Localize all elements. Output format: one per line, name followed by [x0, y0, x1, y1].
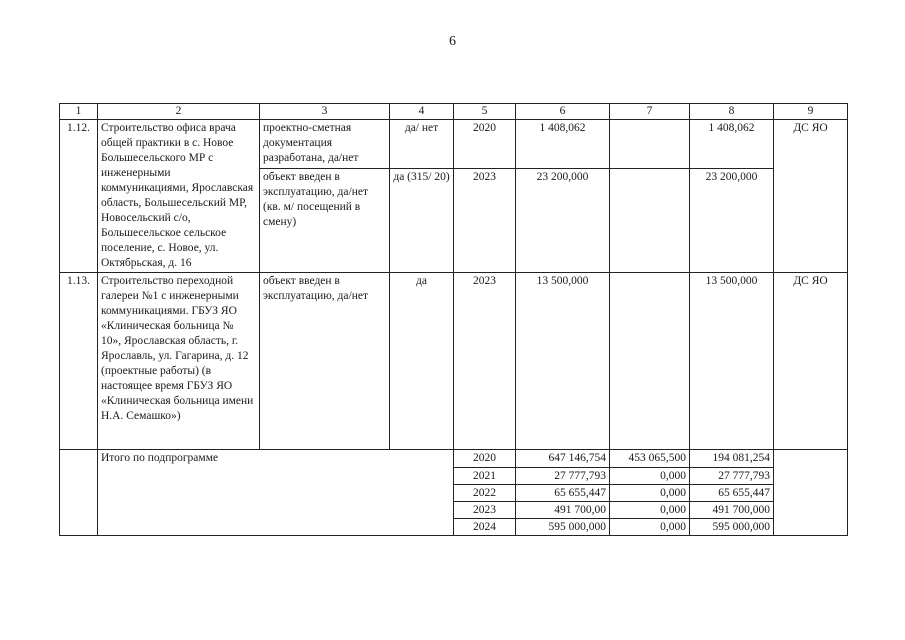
summary-regional: 65 655,447 — [690, 485, 774, 502]
summary-label: Итого по подпрограмме — [98, 450, 454, 536]
row-number: 1.13. — [60, 273, 98, 450]
executor: ДС ЯО — [774, 120, 848, 273]
summary-total: 491 700,00 — [516, 502, 610, 519]
summary-year: 2020 — [454, 450, 516, 468]
indicator: объект введен в эксплуатацию, да/нет (кв. м/ посещений в смену) — [260, 168, 390, 272]
summary-regional: 491 700,000 — [690, 502, 774, 519]
col-header: 5 — [454, 104, 516, 120]
summary-federal: 0,000 — [610, 502, 690, 519]
executor: ДС ЯО — [774, 273, 848, 450]
col-header: 4 — [390, 104, 454, 120]
object-name: Строительство офиса врача общей практики в с. Новое Большесельского МР с инженерными коммуникациями, Ярославская область, Большесельский МР, Новосельский с/о, Большесельское сельское поселение, с. Новое, ул. Октябрьская, д. 16 — [98, 120, 260, 273]
total-amount: 13 500,000 — [516, 273, 610, 450]
summary-regional: 194 081,254 — [690, 450, 774, 468]
header-row — [60, 104, 848, 120]
object-name: Строительство переходной галереи №1 с инженерными коммуникациями. ГБУЗ ЯО «Клиническая больница № 10», Ярославская область, г. Ярославль, ул. Гагарина, д. 12 (проектные работы) (в настоящее время ГБУЗ ЯО «Клиническая больница имени Н.А. Семашко») — [98, 273, 260, 450]
total-amount: 1 408,062 — [516, 120, 610, 169]
page-number: 6 — [449, 34, 456, 49]
year: 2023 — [454, 168, 516, 272]
col-header: 2 — [98, 104, 260, 120]
summary-federal: 0,000 — [610, 485, 690, 502]
indicator: проектно-сметная документация разработана, да/нет — [260, 120, 390, 169]
year: 2020 — [454, 120, 516, 169]
federal-amount — [610, 273, 690, 450]
indicator-value: да/ нет — [390, 120, 454, 169]
summary-executor — [774, 450, 848, 536]
col-header: 8 — [690, 104, 774, 120]
row-number: 1.12. — [60, 120, 98, 273]
summary-total: 65 655,447 — [516, 485, 610, 502]
regional-amount: 13 500,000 — [690, 273, 774, 450]
program-table — [59, 103, 848, 536]
summary-blank — [60, 450, 98, 536]
summary-total: 27 777,793 — [516, 468, 610, 485]
col-header: 3 — [260, 104, 390, 120]
summary-regional: 27 777,793 — [690, 468, 774, 485]
col-header: 6 — [516, 104, 610, 120]
summary-year: 2022 — [454, 485, 516, 502]
summary-federal: 0,000 — [610, 519, 690, 536]
col-header: 1 — [60, 104, 98, 120]
total-amount: 23 200,000 — [516, 168, 610, 272]
indicator: объект введен в эксплуатацию, да/нет — [260, 273, 390, 450]
col-header: 7 — [610, 104, 690, 120]
summary-total: 647 146,754 — [516, 450, 610, 468]
federal-amount — [610, 168, 690, 272]
summary-row — [60, 450, 848, 468]
table-row — [60, 120, 848, 169]
summary-year: 2023 — [454, 502, 516, 519]
indicator-value: да (315/ 20) — [390, 168, 454, 272]
col-header: 9 — [774, 104, 848, 120]
table-row — [60, 273, 848, 450]
regional-amount: 1 408,062 — [690, 120, 774, 169]
year: 2023 — [454, 273, 516, 450]
regional-amount: 23 200,000 — [690, 168, 774, 272]
summary-federal: 453 065,500 — [610, 450, 690, 468]
indicator-value: да — [390, 273, 454, 450]
summary-year: 2024 — [454, 519, 516, 536]
summary-total: 595 000,000 — [516, 519, 610, 536]
federal-amount — [610, 120, 690, 169]
summary-year: 2021 — [454, 468, 516, 485]
summary-federal: 0,000 — [610, 468, 690, 485]
summary-regional: 595 000,000 — [690, 519, 774, 536]
